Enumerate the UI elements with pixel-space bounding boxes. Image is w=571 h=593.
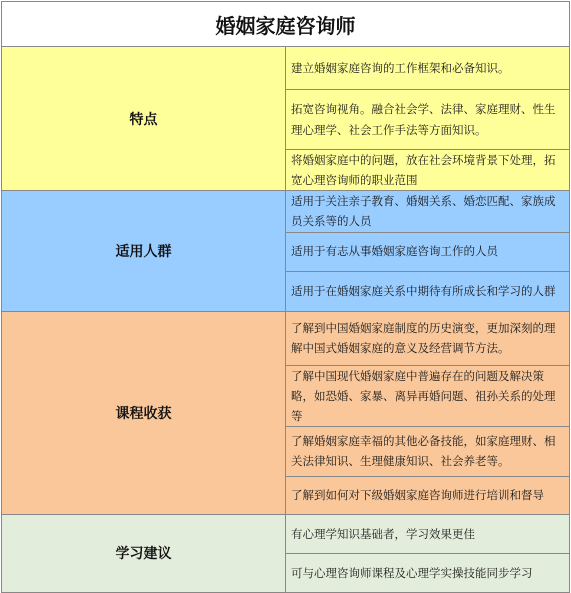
category-gains: 课程收获	[2, 311, 286, 514]
list-item: 适用于有志从事婚姻家庭咨询工作的人员	[286, 232, 570, 271]
table-row	[2, 311, 570, 365]
list-item: 可与心理咨询师课程及心理学实操技能同步学习	[286, 553, 570, 592]
info-table	[1, 1, 570, 593]
page-title: 婚姻家庭咨询师	[2, 2, 570, 47]
table-row	[2, 191, 570, 232]
list-item: 拓宽咨询视角。融合社会学、法律、家庭理财、性生理心理学、社会工作手法等方面知识。	[286, 90, 570, 150]
list-item: 了解到如何对下级婚姻家庭咨询师进行培训和督导	[286, 476, 570, 514]
list-item: 适用于关注亲子教育、婚姻关系、婚恋匹配、家族成员关系等的人员	[286, 191, 570, 232]
table-row	[2, 514, 570, 553]
category-audience: 适用人群	[2, 191, 286, 311]
list-item: 了解婚姻家庭幸福的其他必备技能，如家庭理财、相关法律知识、生理健康知识、社会养老等。	[286, 426, 570, 476]
title-row	[2, 2, 570, 47]
category-features: 特点	[2, 47, 286, 191]
list-item: 了解中国现代婚姻家庭中普遍存在的问题及解决策略，如恐婚、家暴、离异再婚问题、祖孙关系的处理等	[286, 365, 570, 426]
list-item: 将婚姻家庭中的问题，放在社会环境背景下处理，拓宽心理咨询师的职业范围	[286, 150, 570, 191]
list-item: 了解到中国婚姻家庭制度的历史演变，更加深刻的理解中国式婚姻家庭的意义及经营调节方法。	[286, 311, 570, 365]
table-row	[2, 47, 570, 90]
list-item: 有心理学知识基础者，学习效果更佳	[286, 514, 570, 553]
list-item: 适用于在婚姻家庭关系中期待有所成长和学习的人群	[286, 271, 570, 311]
list-item: 建立婚姻家庭咨询的工作框架和必备知识。	[286, 47, 570, 90]
category-advice: 学习建议	[2, 514, 286, 592]
